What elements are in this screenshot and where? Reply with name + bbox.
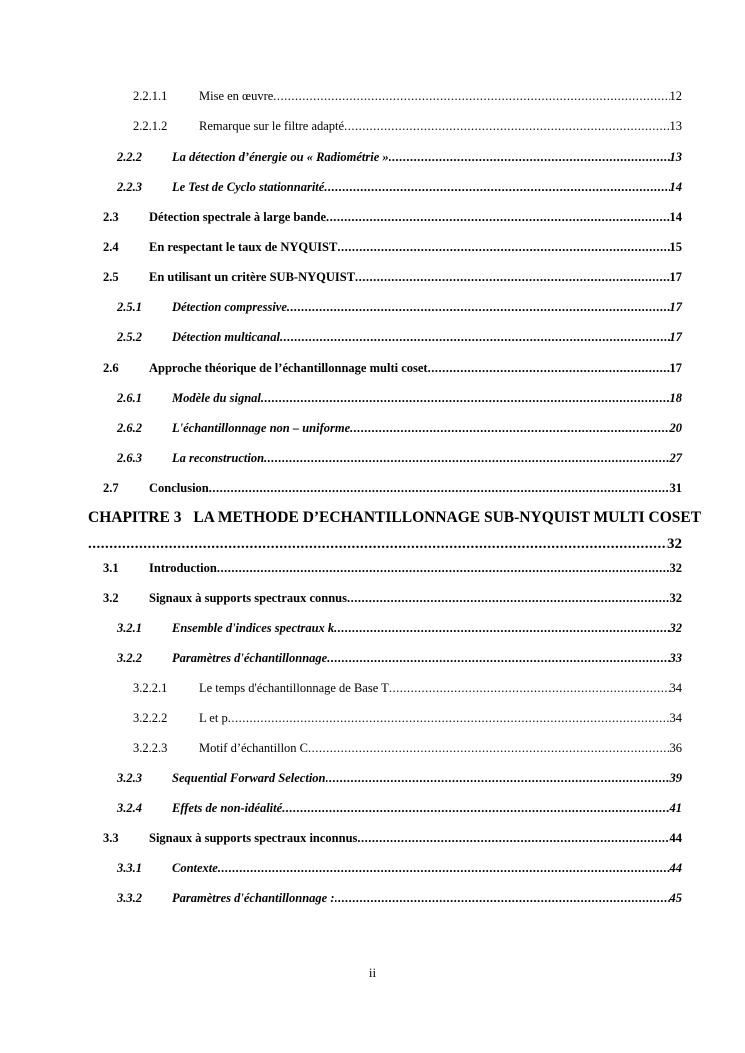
leader-dots	[335, 889, 670, 907]
toc-entry[interactable]	[103, 359, 682, 377]
toc-entry-title: Motif d’échantillon C	[199, 741, 309, 755]
toc-entry-page: 34	[669, 711, 682, 725]
toc-entry-number: 2.3	[103, 210, 119, 224]
leader-dots	[347, 589, 670, 607]
leader-dots	[308, 739, 669, 757]
toc-entry-title: L et p	[199, 711, 228, 725]
leader-dots	[389, 679, 670, 697]
toc-entry-number: 2.2.1.2	[133, 119, 168, 133]
toc-entry-page: 44	[669, 861, 682, 875]
toc-entry[interactable]	[117, 859, 682, 877]
toc-entry-title: Ensemble d'indices spectraux k	[172, 621, 335, 635]
chapter-title: LA METHODE D’ECHANTILLONNAGE SUB-NYQUIST MULTI COSET	[193, 509, 702, 526]
toc-entry-page: 41	[669, 801, 682, 815]
toc-entry-number: 2.2.1.1	[133, 89, 168, 103]
toc-entry-number: 2.6.3	[117, 451, 142, 465]
toc-entry-title: Modèle du signal	[172, 391, 261, 405]
toc-entry[interactable]	[103, 589, 682, 607]
toc-entry-title: Détection compressive	[172, 300, 287, 314]
toc-entry[interactable]	[103, 479, 682, 497]
toc-entry-page: 14	[669, 180, 682, 194]
toc-entry[interactable]	[103, 829, 682, 847]
toc-entry-page: 39	[669, 771, 682, 785]
toc-entry-title: Effets de non-idéalité	[172, 801, 283, 815]
toc-entry[interactable]	[133, 709, 682, 727]
toc-entry-number: 2.5.2	[117, 330, 142, 344]
toc-entry-number: 3.2.2.2	[133, 711, 168, 725]
leader-dots	[209, 479, 670, 497]
toc-entry-title: En utilisant un critère SUB-NYQUIST	[149, 270, 356, 284]
toc-entry-number: 3.3	[103, 831, 119, 845]
chapter-heading[interactable]	[88, 508, 702, 528]
toc-entry-title: Paramètres d'échantillonnage	[172, 651, 328, 665]
toc-entry[interactable]	[117, 298, 682, 316]
toc-entry-title: Le temps d'échantillonnage de Base T	[199, 681, 389, 695]
toc-entry-page: 32	[669, 591, 682, 605]
toc-entry-page: 20	[669, 421, 682, 435]
leader-dots	[273, 87, 669, 105]
leader-dots	[337, 238, 669, 256]
toc-entry-number: 3.3.2	[117, 891, 142, 905]
toc-entry-number: 3.2.2	[117, 651, 142, 665]
toc-entry-number: 2.4	[103, 240, 119, 254]
toc-entry-number: 2.2.2	[117, 150, 142, 164]
toc-entry[interactable]	[133, 739, 682, 757]
toc-entry-title: Sequential Forward Selection	[172, 771, 326, 785]
leader-dots	[261, 389, 670, 407]
toc-entry-number: 3.2.2.3	[133, 741, 168, 755]
toc-entry-number: 2.6.2	[117, 421, 142, 435]
page-number-footer: ii	[368, 965, 377, 980]
toc-entry[interactable]	[103, 208, 682, 226]
toc-entry-page: 36	[669, 741, 682, 755]
toc-entry-page: 34	[669, 681, 682, 695]
toc-entry[interactable]	[117, 419, 682, 437]
leader-dots	[334, 619, 669, 637]
toc-entry[interactable]	[133, 117, 682, 135]
leader-dots	[428, 359, 670, 377]
toc-entry[interactable]	[133, 87, 682, 105]
toc-entry-page: 18	[669, 391, 682, 405]
toc-entry-number: 2.6.1	[117, 391, 142, 405]
toc-entry-number: 3.2.2.1	[133, 681, 168, 695]
leader-dots	[287, 298, 670, 316]
toc-entry-number: 2.6	[103, 361, 119, 375]
toc-entry-page: 31	[669, 481, 682, 495]
toc-entry[interactable]	[103, 559, 682, 577]
leader-dots	[350, 419, 669, 437]
toc-entry-number: 2.5.1	[117, 300, 142, 314]
toc-entry-title: Le Test de Cyclo stationnarité	[172, 180, 325, 194]
leader-dots	[88, 534, 667, 554]
toc-entry-number: 2.5	[103, 270, 119, 284]
leader-dots	[218, 859, 670, 877]
leader-dots	[326, 208, 669, 226]
toc-entry-title: Contexte	[172, 861, 218, 875]
toc-entry-page: 33	[669, 651, 682, 665]
leader-dots	[344, 117, 669, 135]
toc-entry-title: La détection d’énergie ou « Radiométrie »	[172, 150, 389, 164]
chapter-page: 32	[667, 536, 682, 552]
toc-entry-page: 17	[669, 330, 682, 344]
toc-entry[interactable]	[117, 799, 682, 817]
toc-entry-title: Introduction	[149, 561, 217, 575]
leader-dots	[264, 449, 669, 467]
leader-dots	[280, 328, 670, 346]
toc-entry-number: 3.2.1	[117, 621, 142, 635]
toc-entry[interactable]	[117, 389, 682, 407]
toc-entry[interactable]	[117, 178, 682, 196]
leader-dots	[327, 649, 669, 667]
toc-entry[interactable]	[117, 889, 682, 907]
toc-entry-title: L'échantillonnage non – uniforme	[172, 421, 351, 435]
toc-entry-title: Remarque sur le filtre adapté	[199, 119, 345, 133]
toc-entry-page: 32	[669, 621, 682, 635]
toc-entry[interactable]	[117, 619, 682, 637]
toc-entry[interactable]	[117, 328, 682, 346]
toc-entry-page: 27	[669, 451, 682, 465]
toc-entry-title: Approche théorique de l’échantillonnage multi coset	[149, 361, 428, 375]
toc-entry-page: 13	[669, 150, 682, 164]
toc-entry-page: 17	[669, 270, 682, 284]
toc-entry-page: 44	[669, 831, 682, 845]
toc-entry-title: Détection multicanal	[172, 330, 280, 344]
toc-entry-number: 3.1	[103, 561, 119, 575]
leader-dots	[228, 709, 670, 727]
toc-entry-number: 3.2.4	[117, 801, 142, 815]
toc-entry-number: 2.7	[103, 481, 119, 495]
chapter-number: CHAPITRE 3	[88, 509, 182, 526]
leader-dots	[326, 769, 670, 787]
toc-entry-title: Paramètres d'échantillonnage :	[172, 891, 335, 905]
leader-dots	[357, 829, 669, 847]
toc-entry[interactable]	[117, 649, 682, 667]
toc-entry-page: 14	[669, 210, 682, 224]
toc-entry[interactable]	[117, 449, 682, 467]
leader-dots	[355, 268, 669, 286]
toc-entry-page: 17	[669, 361, 682, 375]
toc-entry-title: Mise en œuvre	[199, 89, 274, 103]
leader-dots	[282, 799, 669, 817]
toc-entry-number: 2.2.3	[117, 180, 142, 194]
toc-entry-number: 3.3.1	[117, 861, 142, 875]
leader-dots	[324, 178, 669, 196]
toc-entry-page: 13	[669, 119, 682, 133]
toc-entry-page: 17	[669, 300, 682, 314]
toc-entry[interactable]	[117, 769, 682, 787]
toc-entry-title: La reconstruction	[172, 451, 265, 465]
toc-entry-title: En respectant le taux de NYQUIST	[149, 240, 338, 254]
toc-entry[interactable]	[133, 679, 682, 697]
leader-dots	[217, 559, 670, 577]
chapter-leader-line	[88, 534, 682, 554]
toc-entry-title: Signaux à supports spectraux inconnus	[149, 831, 358, 845]
toc-entry-title: Détection spectrale à large bande	[149, 210, 327, 224]
toc-entry-page: 45	[669, 891, 682, 905]
toc-entry-number: 3.2	[103, 591, 119, 605]
leader-dots	[389, 148, 670, 166]
toc-entry-page: 32	[669, 561, 682, 575]
toc-entry-page: 15	[669, 240, 682, 254]
toc-entry-page: 12	[669, 89, 682, 103]
toc-entry-number: 3.2.3	[117, 771, 142, 785]
toc-entry[interactable]	[117, 148, 682, 166]
toc-entry[interactable]	[103, 238, 682, 256]
toc-entry-title: Signaux à supports spectraux connus	[149, 591, 347, 605]
toc-entry-title: Conclusion	[149, 481, 209, 495]
toc-entry[interactable]	[103, 268, 682, 286]
